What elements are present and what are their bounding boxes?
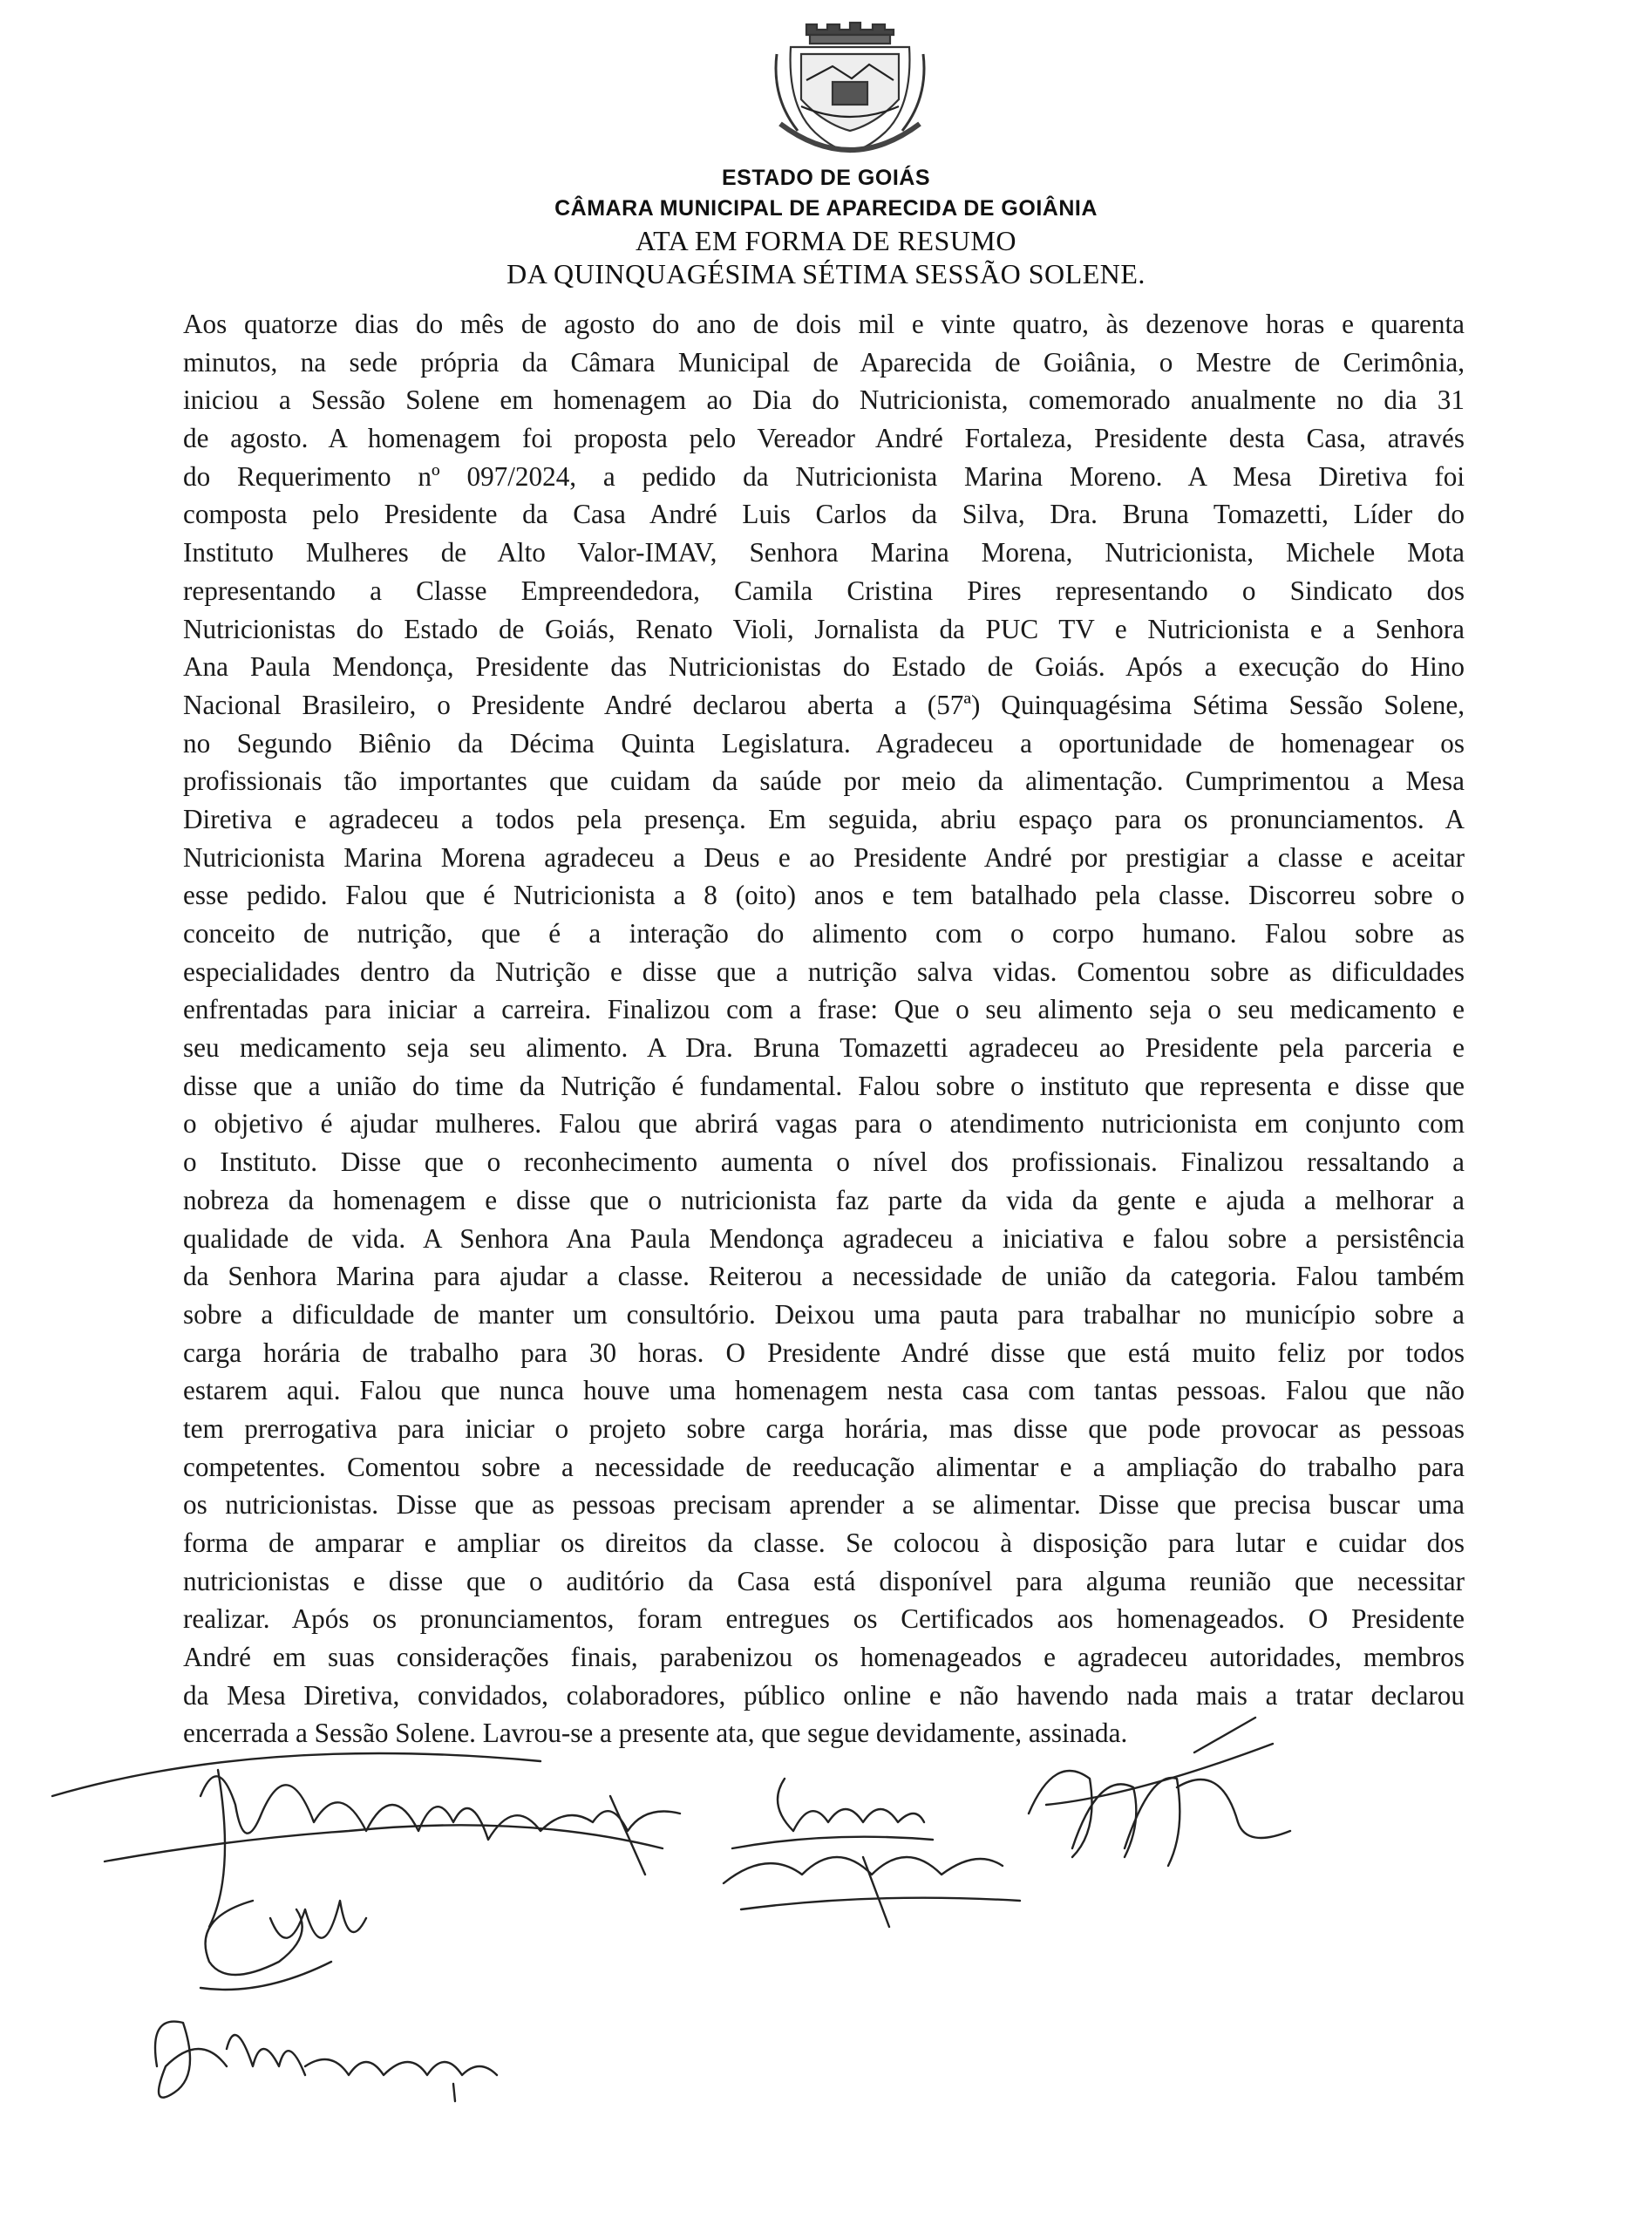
body-line: realizar. Após os pronunciamentos, foram entregues os Certificados aos homenageados. O Presidente bbox=[183, 1603, 1465, 1635]
body-line: composta pelo Presidente da Casa André Luis Carlos da Silva, Dra. Bruna Tomazetti, Líder do bbox=[183, 499, 1465, 530]
body-line: representando a Classe Empreendedora, Camila Cristina Pires representando o Sindicato dos bbox=[183, 575, 1465, 606]
body-line: no Segundo Biênio da Décima Quinta Legislatura. Agradeceu a oportunidade de homenagear os bbox=[183, 727, 1465, 759]
body-line: iniciou a Sessão Solene em homenagem ao Dia do Nutricionista, comemorado anualmente no dia 31 bbox=[183, 384, 1465, 416]
body-line: conceito de nutrição, que é a interação do alimento com o corpo humano. Falou sobre as bbox=[183, 918, 1465, 949]
signature-alive bbox=[201, 1901, 366, 1990]
chamber-heading: CÂMARA MUNICIPAL DE APARECIDA DE GOIÂNIA bbox=[554, 196, 1098, 221]
body-line: profissionais tão importantes que cuidam da saúde por meio da alimentação. Cumprimentou a Mesa bbox=[183, 766, 1465, 797]
body-line: carga horária de trabalho para 30 horas. O Presidente André disse que está muito feliz por todos bbox=[183, 1337, 1465, 1368]
body-line: o Instituto. Disse que o reconhecimento aumenta o nível dos profissionais. Finalizou ressaltando a bbox=[183, 1147, 1465, 1178]
body-line: os nutricionistas. Disse que as pessoas precisam aprender a se alimentar. Disse que precisa buscar uma bbox=[183, 1489, 1465, 1521]
body-line: nobreza da homenagem e disse que o nutricionista faz parte da vida da gente e ajuda a melhorar a bbox=[183, 1184, 1465, 1215]
body-line: Nacional Brasileiro, o Presidente André declarou aberta a (57ª) Quinquagésima Sétima Sessão Solene, bbox=[183, 689, 1465, 720]
body-line: Aos quatorze dias do mês de agosto do ano de dois mil e vinte quatro, às dezenove horas e quarenta bbox=[183, 309, 1465, 339]
title-line-1: ATA EM FORMA DE RESUMO bbox=[636, 225, 1016, 256]
signature-tomazetti bbox=[52, 1753, 680, 1927]
body-line: competentes. Comentou sobre a necessidade de reeducação alimentar e a ampliação do trabalho para bbox=[183, 1451, 1465, 1482]
body-line: especialidades dentro da Nutrição e disse que a nutrição salva vidas. Comentou sobre as dificuldades bbox=[183, 956, 1465, 987]
body-line: disse que a união do time da Nutrição é fundamental. Falou sobre o instituto que representa e disse que bbox=[183, 1070, 1465, 1101]
signature-mendonca bbox=[155, 2022, 497, 2101]
title-line-2: DA QUINQUAGÉSIMA SÉTIMA SESSÃO SOLENE. bbox=[506, 258, 1146, 289]
body-line: Ana Paula Mendonça, Presidente das Nutricionistas do Estado de Goiás. Após a execução do Hino bbox=[183, 651, 1465, 683]
signature-center bbox=[724, 1779, 1020, 1927]
body-line: encerrada a Sessão Solene. Lavrou-se a presente ata, que segue devidamente, assinada. bbox=[183, 1718, 1128, 1749]
body-line: de agosto. A homenagem foi proposta pelo Vereador André Fortaleza, Presidente desta Casa, através bbox=[183, 423, 1465, 454]
body-line: Instituto Mulheres de Alto Valor-IMAV, Senhora Marina Morena, Nutricionista, Michele Mota bbox=[183, 537, 1465, 568]
signature-president bbox=[1029, 1718, 1290, 1866]
body-line: Nutricionistas do Estado de Goiás, Renato Violi, Jornalista da PUC TV e Nutricionista e a Senhora bbox=[183, 613, 1465, 644]
signatures-area bbox=[0, 1700, 1652, 2188]
body-line: tem prerrogativa para iniciar o projeto sobre carga horária, mas disse que pode provocar as pessoas bbox=[183, 1412, 1465, 1444]
body-line: André em suas considerações finais, parabenizou os homenageados e agradeceu autoridades, membros bbox=[183, 1642, 1465, 1673]
body-line: qualidade de vida. A Senhora Ana Paula Mendonça agradeceu a iniciativa e falou sobre a persistência bbox=[183, 1222, 1465, 1254]
body-line: o objetivo é ajudar mulheres. Falou que abrirá vagas para o atendimento nutricionista em conjunto com bbox=[183, 1108, 1465, 1140]
body-line: nutricionistas e disse que o auditório da Casa está disponível para alguma reunião que necessitar bbox=[183, 1565, 1465, 1596]
body-line: do Requerimento nº 097/2024, a pedido da Nutricionista Marina Moreno. A Mesa Diretiva foi bbox=[183, 460, 1465, 492]
body-line: esse pedido. Falou que é Nutricionista a 8 (oito) anos e tem batalhado pela classe. Discorreu sobre o bbox=[183, 880, 1465, 911]
minutes-body bbox=[183, 305, 1465, 1752]
municipal-crest-icon bbox=[772, 19, 928, 167]
state-heading: ESTADO DE GOIÁS bbox=[721, 166, 930, 190]
body-line: Diretiva e agradeceu a todos pela presença. Em seguida, abriu espaço para os pronunciamentos. A bbox=[183, 803, 1465, 834]
body-line: Nutricionista Marina Morena agradeceu a Deus e ao Presidente André por prestigiar a classe e aceitar bbox=[183, 841, 1465, 873]
body-line: sobre a dificuldade de manter um consultório. Deixou uma pauta para trabalhar no município sobre a bbox=[183, 1298, 1465, 1330]
body-line: enfrentadas para iniciar a carreira. Finalizou com a frase: Que o seu alimento seja o seu medicamento e bbox=[183, 994, 1465, 1025]
body-line: minutos, na sede própria da Câmara Municipal de Aparecida de Goiânia, o Mestre de Cerimônia, bbox=[183, 346, 1465, 378]
body-line: forma de amparar e ampliar os direitos da classe. Se colocou à disposição para lutar e cuidar dos bbox=[183, 1528, 1465, 1558]
body-line: seu medicamento seja seu alimento. A Dra. Bruna Tomazetti agradeceu ao Presidente pela parceria e bbox=[183, 1032, 1465, 1064]
body-line: da Mesa Diretiva, convidados, colaboradores, público online e não havendo nada mais a tratar declarou bbox=[183, 1679, 1465, 1711]
body-line: estarem aqui. Falou que nunca houve uma homenagem nesta casa com tantas pessoas. Falou que não bbox=[183, 1375, 1465, 1406]
body-line: da Senhora Marina para ajudar a classe. Reiterou a necessidade de união da categoria. Falou também bbox=[183, 1261, 1465, 1292]
